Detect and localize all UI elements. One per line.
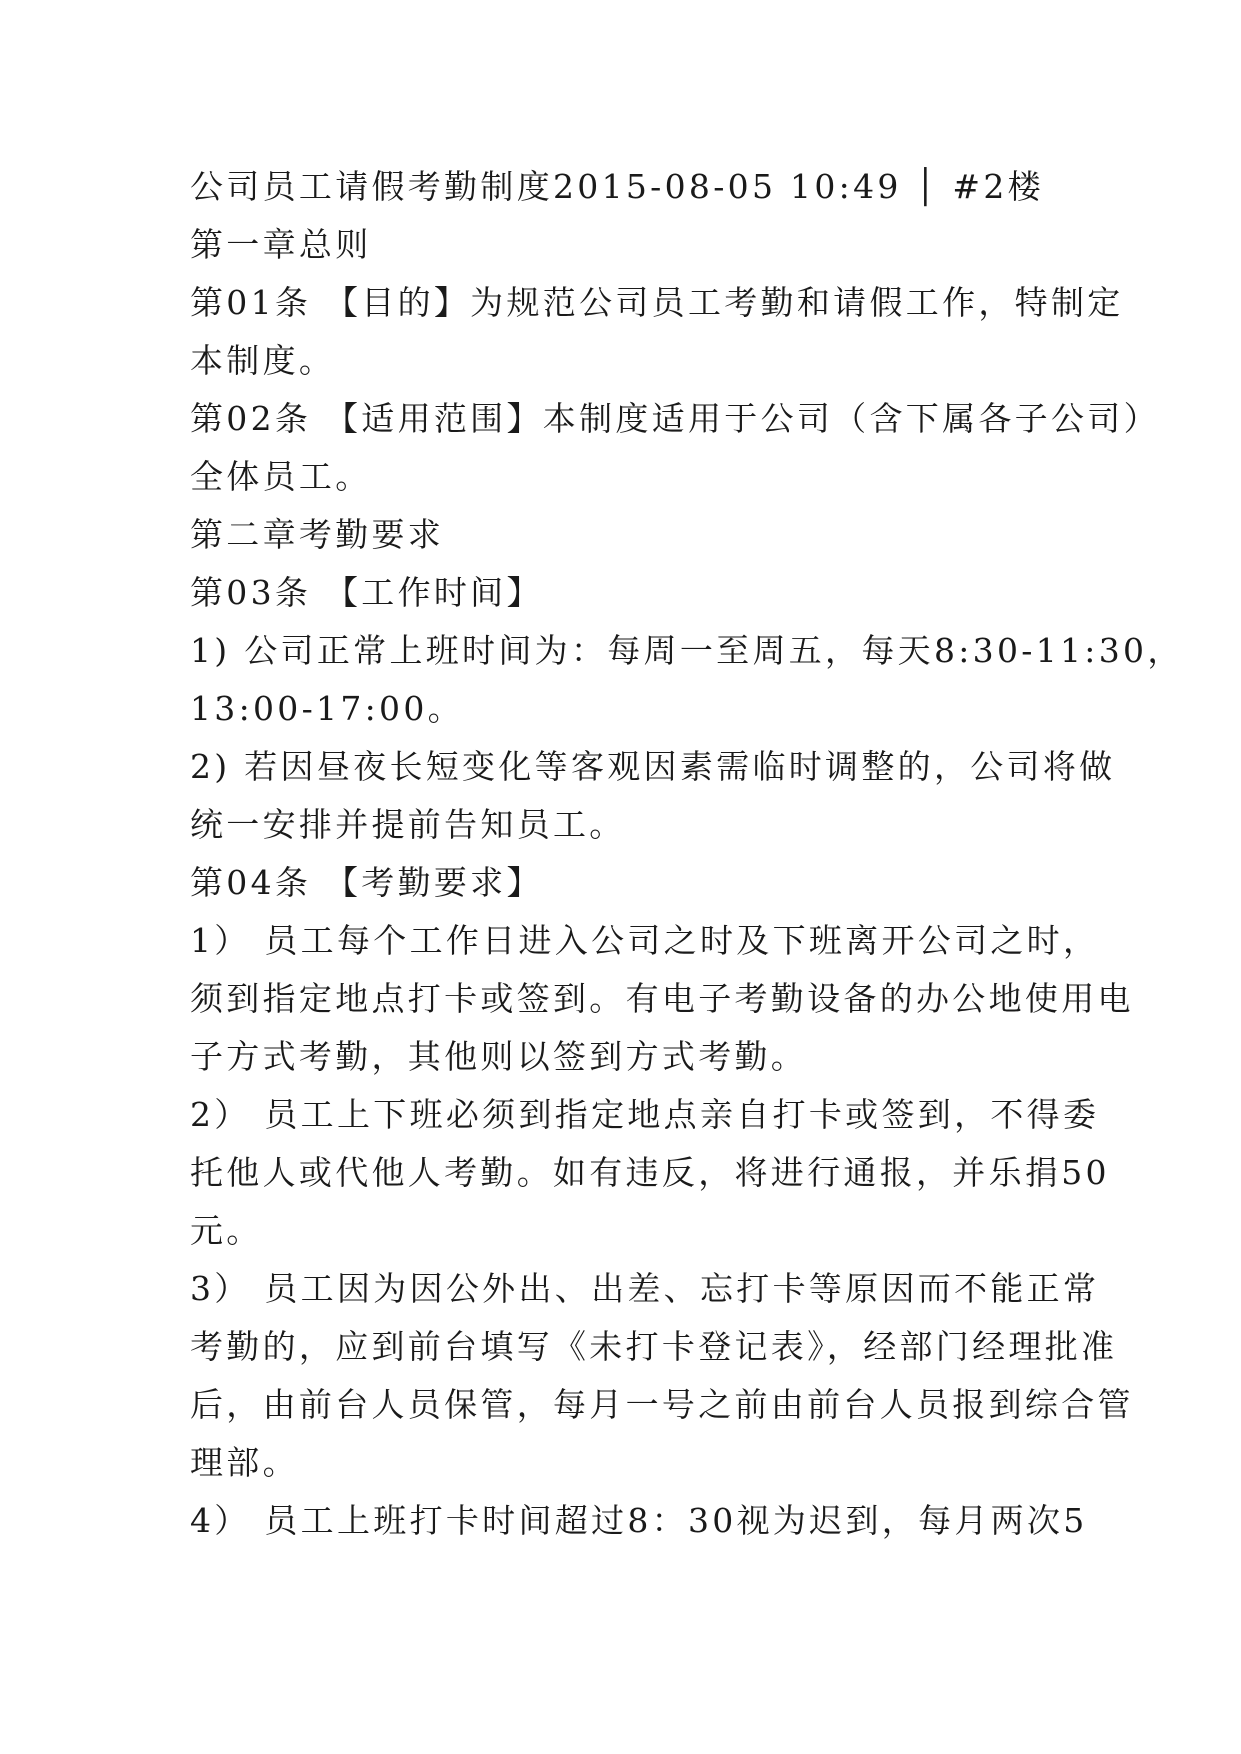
list-item-line: 理部。 <box>190 1443 299 1482</box>
list-item-line: 4） 员工上班打卡时间超过8：30视为迟到，每月两次5 <box>190 1501 1088 1540</box>
article-line: 全体员工。 <box>190 457 372 496</box>
list-item-line: 考勤的，应到前台填写《未打卡登记表》，经部门经理批准 <box>190 1327 1118 1366</box>
list-item-line: 托他人或代他人考勤。如有违反，将进行通报，并乐捐50 <box>190 1153 1110 1192</box>
list-item-line: 3） 员工因为因公外出、出差、忘打卡等原因而不能正常 <box>190 1269 1100 1308</box>
article-line: 第02条 【适用范围】本制度适用于公司（含下属各子公司） <box>190 399 1160 438</box>
list-item-line: 须到指定地点打卡或签到。有电子考勤设备的办公地使用电 <box>190 979 1134 1018</box>
article-heading: 第04条 【考勤要求】 <box>190 863 543 902</box>
list-item-line: 2) 若因昼夜长短变化等客观因素需临时调整的，公司将做 <box>190 747 1116 786</box>
list-item-line: 统一安排并提前告知员工。 <box>190 805 626 844</box>
list-item-line: 1) 公司正常上班时间为：每周一至周五，每天8:30-11:30， <box>190 631 1184 670</box>
list-item-line: 元。 <box>190 1211 263 1250</box>
list-item-line: 子方式考勤，其他则以签到方式考勤。 <box>190 1037 808 1076</box>
document-body <box>190 158 1184 1550</box>
article-line: 本制度。 <box>190 341 336 380</box>
list-item-line: 13:00-17:00。 <box>190 689 464 728</box>
chapter-heading: 第一章总则 <box>190 225 372 264</box>
article-heading: 第03条 【工作时间】 <box>190 573 543 612</box>
list-item-line: 2） 员工上下班必须到指定地点亲自打卡或签到，不得委 <box>190 1095 1100 1134</box>
list-item-line: 后，由前台人员保管，每月一号之前由前台人员报到综合管 <box>190 1385 1134 1424</box>
post-header-line: 公司员工请假考勤制度2015-08-05 10:49 │ #2楼 <box>190 167 1044 206</box>
article-line: 第01条 【目的】为规范公司员工考勤和请假工作，特制定 <box>190 283 1124 322</box>
chapter-heading: 第二章考勤要求 <box>190 515 445 554</box>
list-item-line: 1） 员工每个工作日进入公司之时及下班离开公司之时， <box>190 921 1100 960</box>
